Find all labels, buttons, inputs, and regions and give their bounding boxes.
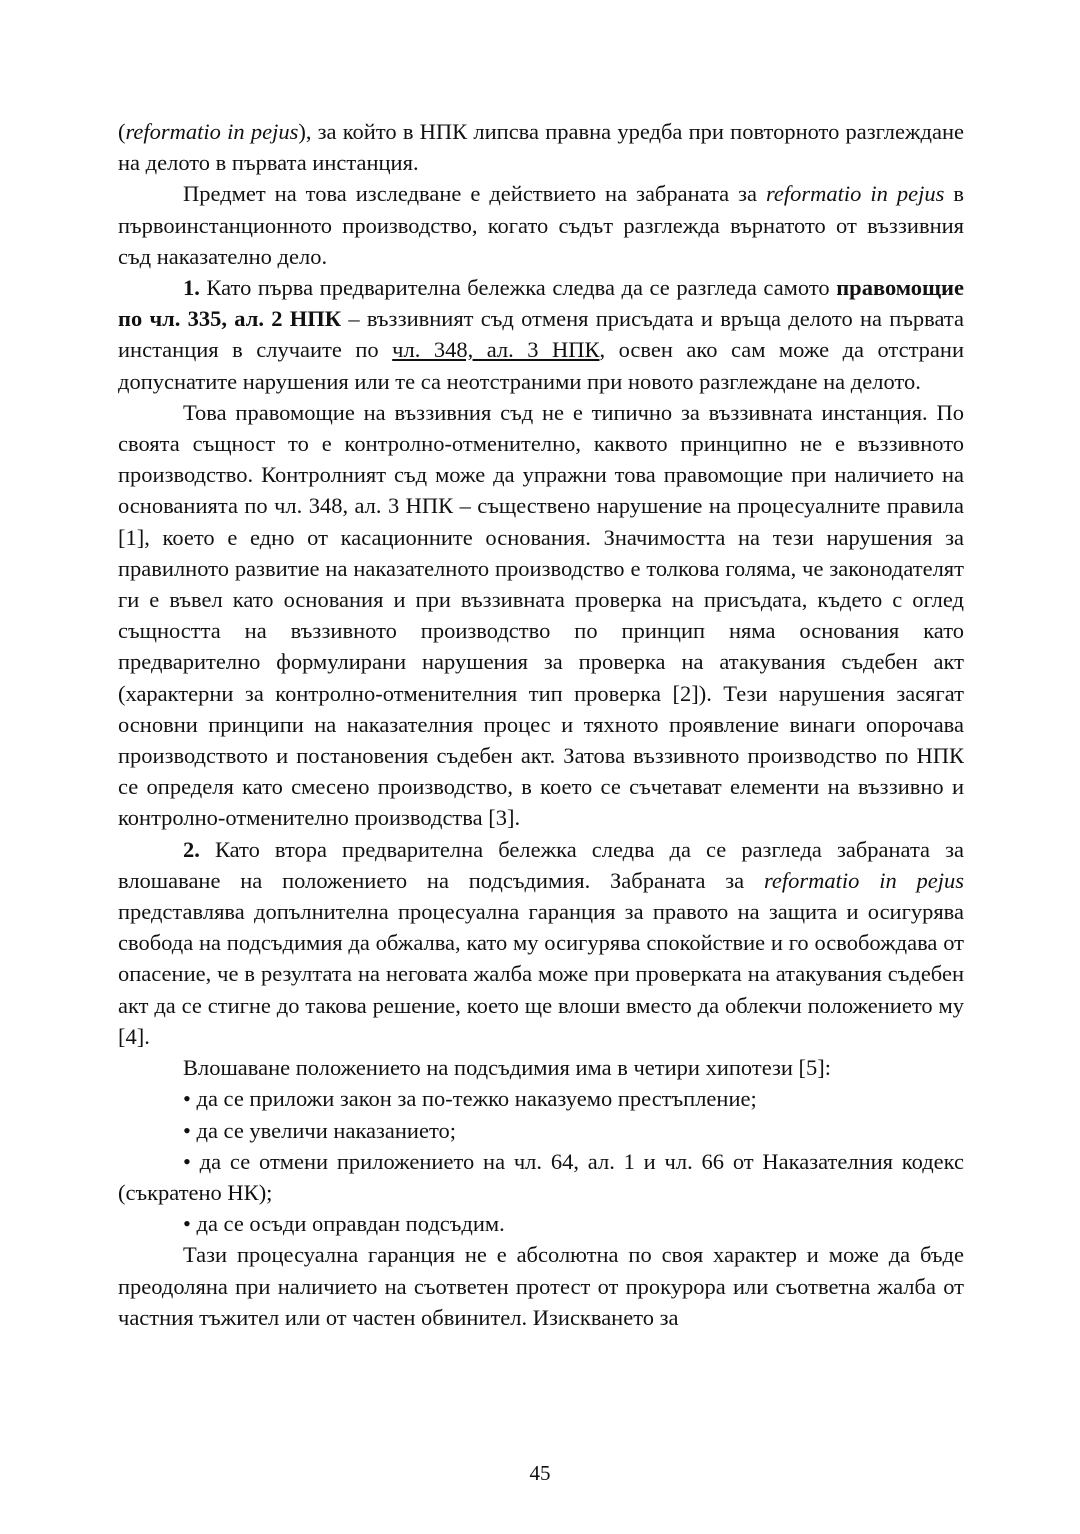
text-run: ), за който в НПК липсва правна уредба при повторното разглеждане на делото в първата инстанция. xyxy=(118,119,964,176)
paragraph-second-note xyxy=(118,834,964,1052)
bullet-item: • да се увеличи наказанието; xyxy=(183,1117,456,1143)
bullet-item: • да се отмени приложението на чл. 64, ал. 1 и чл. 66 от Наказателния кодекс (съкратено НК); xyxy=(118,1148,964,1205)
text-run: в първоинстанционното производство, когато съдът разглежда върнатото от въззивния съд наказателно дело. xyxy=(118,181,964,269)
paragraph-guarantee xyxy=(118,1239,964,1333)
text-run: Това правомощие на въззивния съд не е типично за въззивната инстанция. По своята същност то е контролно-отменително, каквото принципно не е въззивното производство. Контролният съд може да упражни това правомощие при наличието на основанията по чл. 348, ал. 3 НПК – съществено нарушение на процесуалните правила [1], което е едно от касационните основания. Значимостта на тези нарушения за правилното развитие на наказателното производство е толкова голяма, че законодателят ги е въвел като основания и при въззивната проверка на присъдата, където с оглед същността на въззивното производство по принцип няма основания като предварително формулирани нарушения за проверка на атакувания съдебен акт (характерни за контролно-отменителния тип проверка [2]). Тези нарушения засягат основни принципи на наказателния процес и тяхното проявление винаги опорочава производството и постановения съдебен акт. Затова въззивното производство по НПК се определя като смесено производство, в което се съчетават елементи на въззивно и контролно-отменително производства [3]. xyxy=(118,399,964,831)
text-run: Като втора предварителна бележка следва да се разгледа забраната за влошаване на положението на подсъдимия. Забраната за xyxy=(118,836,964,893)
paragraph-continuation: (reformatio in pejus), за който в НПК липсва правна уредба при повторното разглеждане на делото в първата инстанция. xyxy=(118,119,964,176)
latin-term: reformatio in pejus xyxy=(763,867,964,893)
bold-term: правомощие по чл. 335, ал. 2 НПК xyxy=(118,275,964,332)
bullet-item: • да се осъди оправдан подсъдим. xyxy=(183,1211,505,1237)
law-reference-link[interactable]: чл. 348, ал. 3 НПК xyxy=(392,337,600,363)
paragraph-first-note xyxy=(118,272,964,397)
text-run: – въззивният съд отменя присъдата и връща делото на първата инстанция в случаите по xyxy=(118,306,964,363)
text-run: Тази процесуална гаранция не е абсолютна по своя характер и може да бъде преодоляна при наличието на съответен протест от прокурора или съответна жалба от частния тъжител или от частен обвинител. Изискването за xyxy=(118,1242,964,1330)
text-run: Като първа предварителна бележка следва да се разгледа самото xyxy=(199,275,837,301)
section-number: 2. xyxy=(183,836,200,862)
text-run: Предмет на това изследване е действието на забраната за xyxy=(183,181,766,207)
page-number: 45 xyxy=(529,1461,551,1485)
latin-term: reformatio in pejus xyxy=(125,119,299,144)
text-run: представлява допълнителна процесуална гаранция за правото на защита и осигурява свобода на подсъдимия да обжалва, като му осигурява спокойствие и го освобождава от опасение, че в резултата на неговата жалба може при проверката на атакувания съдебен акт да се стигне до такова решение, което ще влоши вместо да облекчи положението му [4]. xyxy=(118,899,964,1049)
paragraph-hypotheses-intro xyxy=(118,1052,964,1083)
latin-term: reformatio in pejus xyxy=(766,181,945,207)
section-number: 1. xyxy=(183,275,200,301)
paragraph-subject xyxy=(118,178,964,272)
text-run: Влошаване положението на подсъдимия има в четири хипотези [5]: xyxy=(183,1055,831,1081)
paragraph-appeal-power xyxy=(118,397,964,834)
bullet-item: • да се приложи закон за по-тежко наказуемо престъпление; xyxy=(183,1086,757,1112)
text-run: , освен ако сам може да отстрани допуснатите нарушения или те са неотстраними при новото разглеждане на делото. xyxy=(118,337,964,394)
